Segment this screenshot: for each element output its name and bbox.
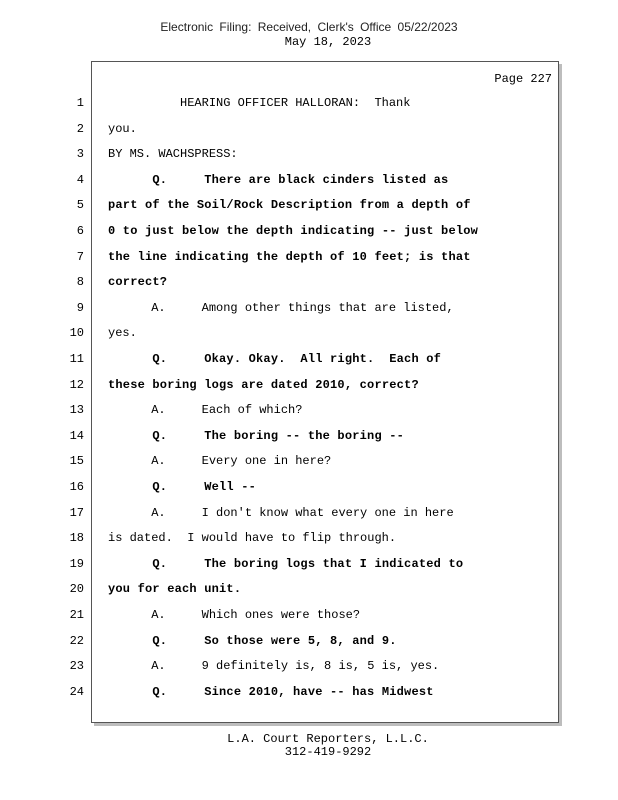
- line-number: 3: [76, 147, 84, 161]
- footer: [0, 733, 618, 759]
- line-number: 10: [69, 326, 84, 340]
- transcript-line: A. I don't know what every one in here: [108, 506, 454, 520]
- line-number: 21: [69, 608, 84, 622]
- transcript-line: the line indicating the depth of 10 feet; is that: [108, 250, 471, 264]
- footer-company: L.A. Court Reporters, L.L.C.: [227, 732, 429, 746]
- transcript-line: yes.: [108, 326, 137, 340]
- transcript-line: Q. So those were 5, 8, and 9.: [108, 634, 397, 648]
- footer-phone: 312-419-9292: [284, 745, 372, 759]
- transcript-line: A. Every one in here?: [108, 454, 332, 468]
- line-number: 15: [69, 454, 84, 468]
- line-number: 5: [76, 198, 84, 212]
- line-number: 23: [69, 659, 84, 673]
- transcript-line: Q. There are black cinders listed as: [108, 173, 449, 187]
- transcript-line: is dated. I would have to flip through.: [108, 531, 397, 545]
- transcript-line: Q. Okay. Okay. All right. Each of: [108, 352, 442, 366]
- transcript-line: BY MS. WACHSPRESS:: [108, 147, 238, 161]
- transcript-line: Q. The boring logs that I indicated to: [108, 557, 464, 571]
- transcript-line: you for each unit.: [108, 582, 242, 596]
- line-number: 11: [69, 352, 84, 366]
- line-number: 12: [69, 378, 84, 392]
- line-number: 17: [69, 506, 84, 520]
- transcript-line: correct?: [108, 275, 168, 289]
- transcript-line: A. Among other things that are listed,: [108, 301, 454, 315]
- line-number: 8: [76, 275, 84, 289]
- transcript-line: 0 to just below the depth indicating -- just below: [108, 224, 479, 238]
- line-number: 16: [69, 480, 84, 494]
- line-number: 24: [69, 685, 84, 699]
- line-number: 4: [76, 173, 84, 187]
- line-number: 19: [69, 557, 84, 571]
- transcript-line: part of the Soil/Rock Description from a depth of: [108, 198, 471, 212]
- line-number: 14: [69, 429, 84, 443]
- line-number: 2: [76, 122, 84, 136]
- transcript-line: Q. The boring -- the boring --: [108, 429, 405, 443]
- line-number: 7: [76, 250, 84, 264]
- transcript-line: A. Which ones were those?: [108, 608, 361, 622]
- line-number: 6: [76, 224, 84, 238]
- transcript-line: you.: [108, 122, 137, 136]
- line-number: 9: [76, 301, 84, 315]
- line-number: 1: [76, 96, 84, 110]
- transcript-line: HEARING OFFICER HALLORAN: Thank: [108, 96, 411, 110]
- line-number: 20: [69, 582, 84, 596]
- line-number: 18: [69, 531, 84, 545]
- line-number: 13: [69, 403, 84, 417]
- transcript-line: A. 9 definitely is, 8 is, 5 is, yes.: [108, 659, 440, 673]
- transcript-line: Q. Since 2010, have -- has Midwest: [108, 685, 434, 699]
- transcript-line: A. Each of which?: [108, 403, 303, 417]
- transcript-date: May 18, 2023: [284, 35, 372, 49]
- line-number: 22: [69, 634, 84, 648]
- transcript-line: Q. Well --: [108, 480, 257, 494]
- transcript-line: these boring logs are dated 2010, correct?: [108, 378, 419, 392]
- filing-stamp: Electronic Filing: Received, Clerk's Office 05/22/2023: [160, 20, 458, 34]
- page-number: Page 227: [494, 72, 552, 86]
